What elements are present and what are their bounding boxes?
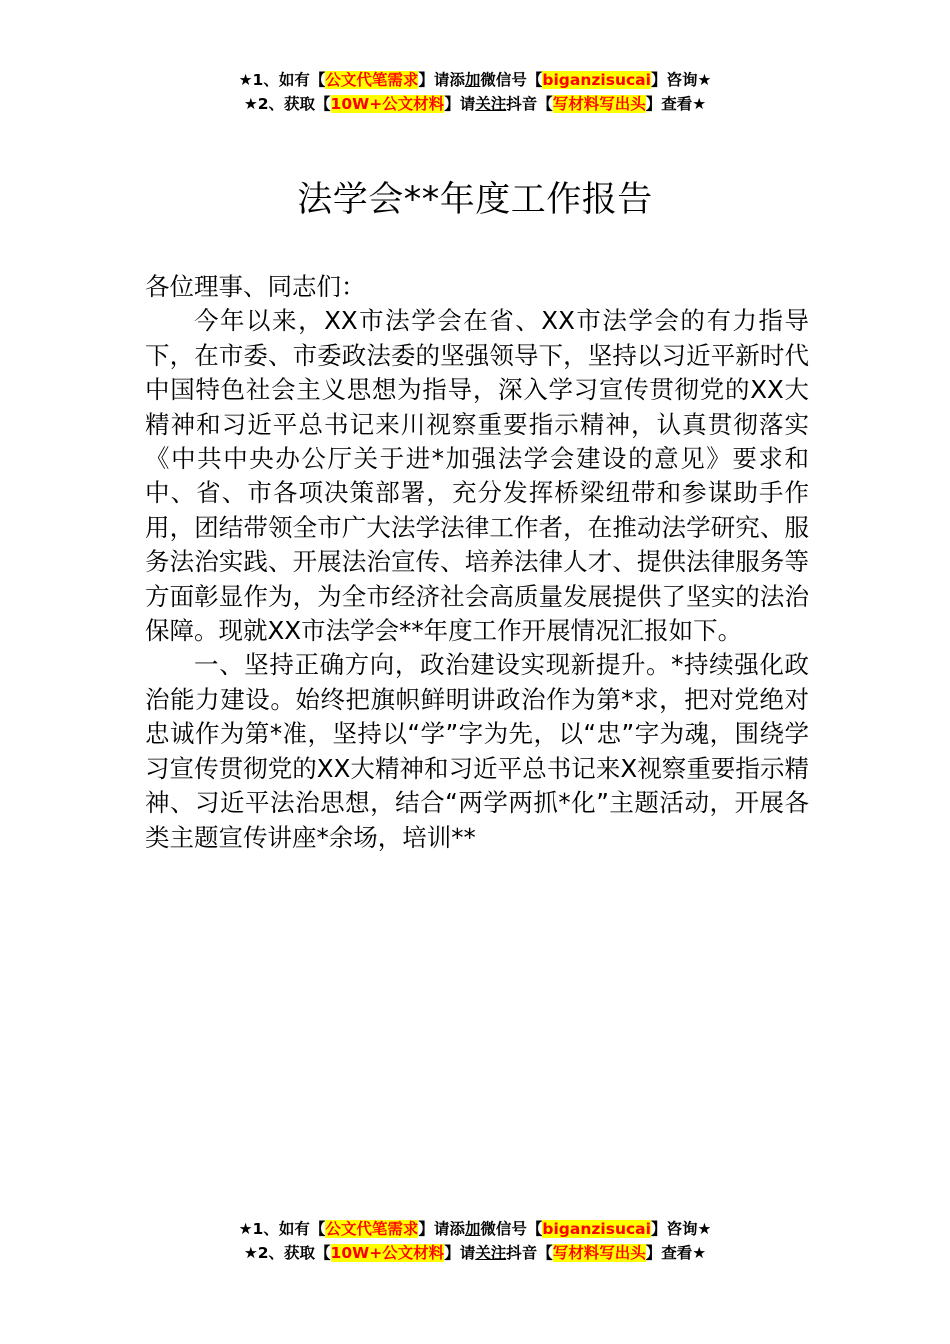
promo-underline: 关注 xyxy=(475,95,507,113)
promo-text: 】查看★ xyxy=(645,1244,707,1262)
promo-highlight: 公文代笔需求 xyxy=(325,1220,419,1238)
promo-text: ★1、如有【 xyxy=(238,71,326,89)
promo-text: 】请添 xyxy=(418,71,465,89)
promo-text: ★1、如有【 xyxy=(238,1220,326,1238)
salutation: 各位理事、同志们： xyxy=(145,272,366,301)
promo-text: 】请添 xyxy=(418,1220,465,1238)
promo-line-1 xyxy=(0,68,950,92)
promo-text: 抖音【 xyxy=(506,95,553,113)
promo-text: 微信号【 xyxy=(480,71,543,89)
paragraph: 一、坚持正确方向，政治建设实现新提升。*持续强化政治能力建设。始终把旗帜鲜明讲政治作为第*求，把对党绝对忠诚作为第*准，坚持以“学”字为先，以“忠”字为魂，围绕学习宣传贯彻党的XX大精神和习近平总书记来X视察重要指示精神、习近平法治思想，结合“两学两抓*化”主题活动，开展各类主题宣传讲座*余场，培训** xyxy=(145,650,809,852)
promo-highlight: 公文代笔需求 xyxy=(325,71,419,89)
promo-line-2 xyxy=(0,92,950,116)
promo-text: 】请 xyxy=(444,95,476,113)
promo-highlight: biganzisucai xyxy=(542,71,651,89)
promo-highlight: 写材料写出头 xyxy=(552,1244,646,1262)
promo-text: ★2、获取【 xyxy=(243,1244,331,1262)
document-title: 法学会**年度工作报告 xyxy=(297,180,653,220)
header-promo xyxy=(0,68,950,116)
document-body xyxy=(145,270,809,855)
promo-highlight: 10W+公文材料 xyxy=(330,1244,445,1262)
promo-line-1 xyxy=(0,1217,950,1241)
promo-underline: 加 xyxy=(464,1220,481,1238)
promo-highlight: 写材料写出头 xyxy=(552,95,646,113)
paragraph: 今年以来，XX市法学会在省、XX市法学会的有力指导下，在市委、市委政法委的坚强领导下，坚持以习近平新时代中国特色社会主义思想为指导，深入学习宣传贯彻党的XX大精神和习近平总书记来川视察重要指示精神，认真贯彻落实《中共中央办公厅关于进*加强法学会建设的意见》要求和中、省、市各项决策部署，充分发挥桥梁纽带和参谋助手作用，团结带领全市广大法学法律工作者，在推动法学研究、服务法治实践、开展法治宣传、培养法律人才、提供法律服务等方面彰显作为，为全市经济社会高质量发展提供了坚实的法治保障。现就XX市法学会**年度工作开展情况汇报如下。 xyxy=(145,306,809,646)
promo-line-2 xyxy=(0,1241,950,1265)
promo-text: 】咨询★ xyxy=(650,71,712,89)
promo-text: ★2、获取【 xyxy=(243,95,331,113)
footer-promo xyxy=(0,1217,950,1265)
promo-text: 】查看★ xyxy=(645,95,707,113)
promo-highlight: 10W+公文材料 xyxy=(330,95,445,113)
promo-underline: 加 xyxy=(464,71,481,89)
promo-underline: 关注 xyxy=(475,1244,507,1262)
promo-text: 】请 xyxy=(444,1244,476,1262)
promo-text: 】咨询★ xyxy=(650,1220,712,1238)
promo-highlight: biganzisucai xyxy=(542,1220,651,1238)
promo-text: 抖音【 xyxy=(506,1244,553,1262)
promo-text: 微信号【 xyxy=(480,1220,543,1238)
